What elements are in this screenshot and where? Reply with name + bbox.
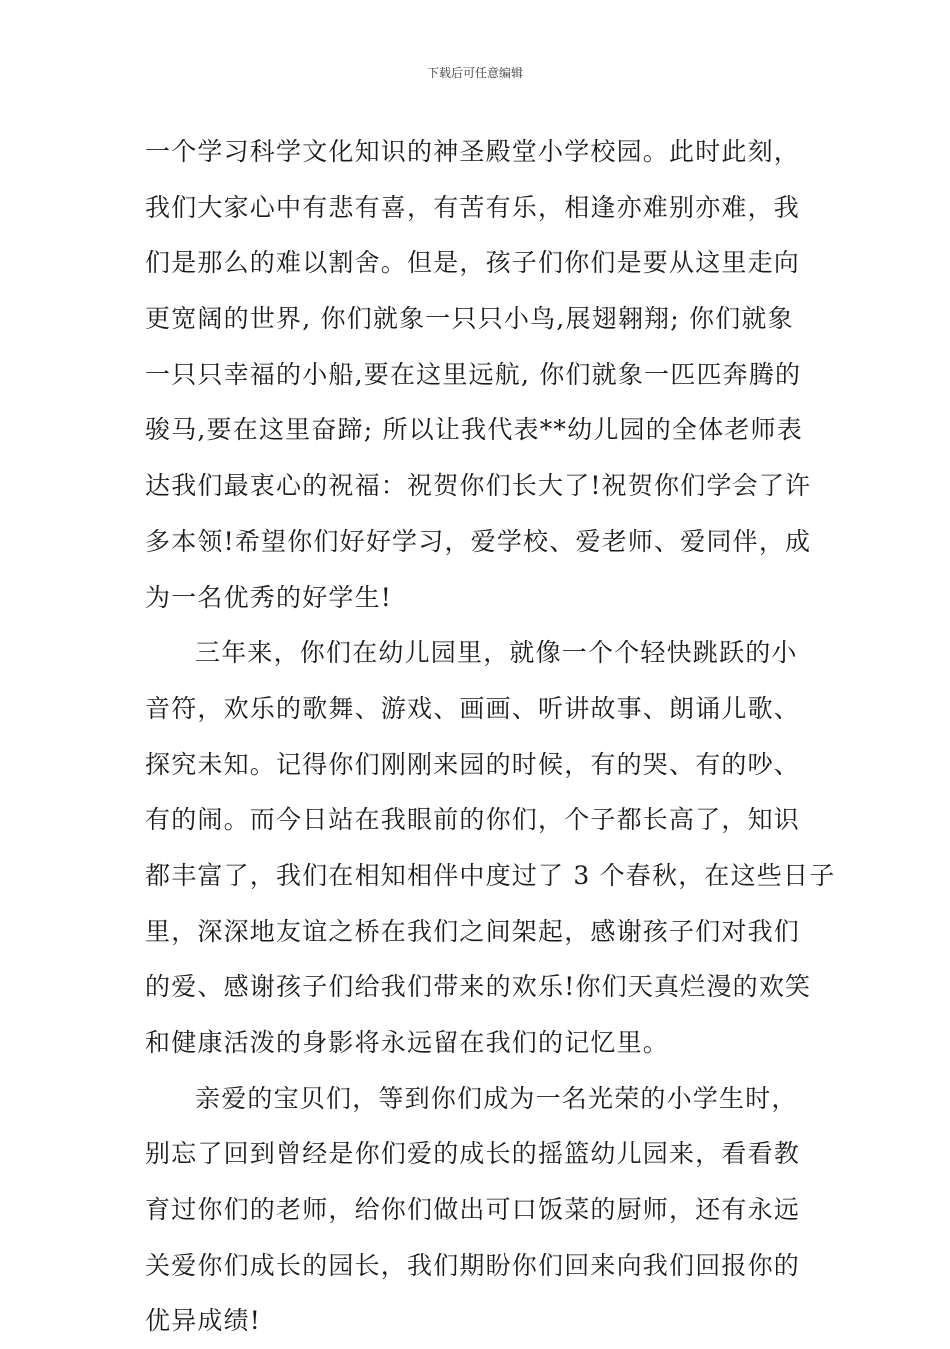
- text-line: 育过你们的老师，给你们做出可口饭菜的厨师，还有永远: [145, 1195, 801, 1225]
- text-line: 都丰富了，我们在相知相伴中度过了 3 个春秋，在这些日子: [145, 860, 836, 890]
- text-line: 关爱你们成长的园长，我们期盼你们回来向我们回报你的: [145, 1250, 801, 1280]
- text-line: 多本领!希望你们好好学习，爱学校、爱老师、爱同伴，成: [145, 526, 812, 556]
- text-line: 和健康活泼的身影将永远留在我们的记忆里。: [145, 1028, 670, 1057]
- text-line: 一只只幸福的小船,要在这里远航, 你们就象一匹匹奔腾的: [145, 359, 802, 389]
- text-line: 优异成绩!: [145, 1306, 262, 1336]
- text-line: 里，深深地友谊之桥在我们之间架起，感谢孩子们对我们: [145, 916, 801, 946]
- text-line: 一个学习科学文化知识的神圣殿堂小学校园。此时此刻，: [145, 137, 801, 166]
- text-line: 音符，欢乐的歌舞、游戏、画画、听讲故事、朗诵儿歌、: [145, 693, 801, 723]
- text-line: 骏马,要在这里奋蹄; 所以让我代表**幼儿园的全体老师表: [145, 415, 803, 445]
- text-line: 探究未知。记得你们刚刚来园的时候，有的哭、有的吵、: [145, 749, 801, 779]
- page-header: 下载后可任意编辑: [426, 66, 523, 80]
- text-line: 们是那么的难以割舍。但是，孩子们你们是要从这里走向: [145, 248, 801, 278]
- text-line: 我们大家心中有悲有喜，有苦有乐，相逢亦难别亦难，我: [145, 192, 801, 222]
- text-line: 的爱、感谢孩子们给我们带来的欢乐!你们天真烂漫的欢笑: [145, 972, 812, 1002]
- text-line: 有的闹。而今日站在我眼前的你们，个子都长高了，知识: [145, 805, 801, 835]
- paragraph: [145, 124, 815, 625]
- text-line: 达我们最衷心的祝福：祝贺你们长大了!祝贺你们学会了许: [145, 471, 812, 501]
- text-line: 为一名优秀的好学生!: [145, 582, 393, 612]
- text-line: 别忘了回到曾经是你们爱的成长的摇篮幼儿园来，看看教: [145, 1139, 801, 1169]
- text-line: 亲爱的宝贝们，等到你们成为一名光荣的小学生时，: [195, 1083, 798, 1113]
- paragraph: [145, 625, 836, 1071]
- paragraph: [145, 1071, 815, 1349]
- text-line: 三年来，你们在幼儿园里，就像一个个轻快跳跃的小: [195, 638, 798, 668]
- document-body: [145, 124, 836, 1349]
- text-line: 更宽阔的世界, 你们就象一只只小鸟,展翅翱翔; 你们就象: [145, 304, 794, 334]
